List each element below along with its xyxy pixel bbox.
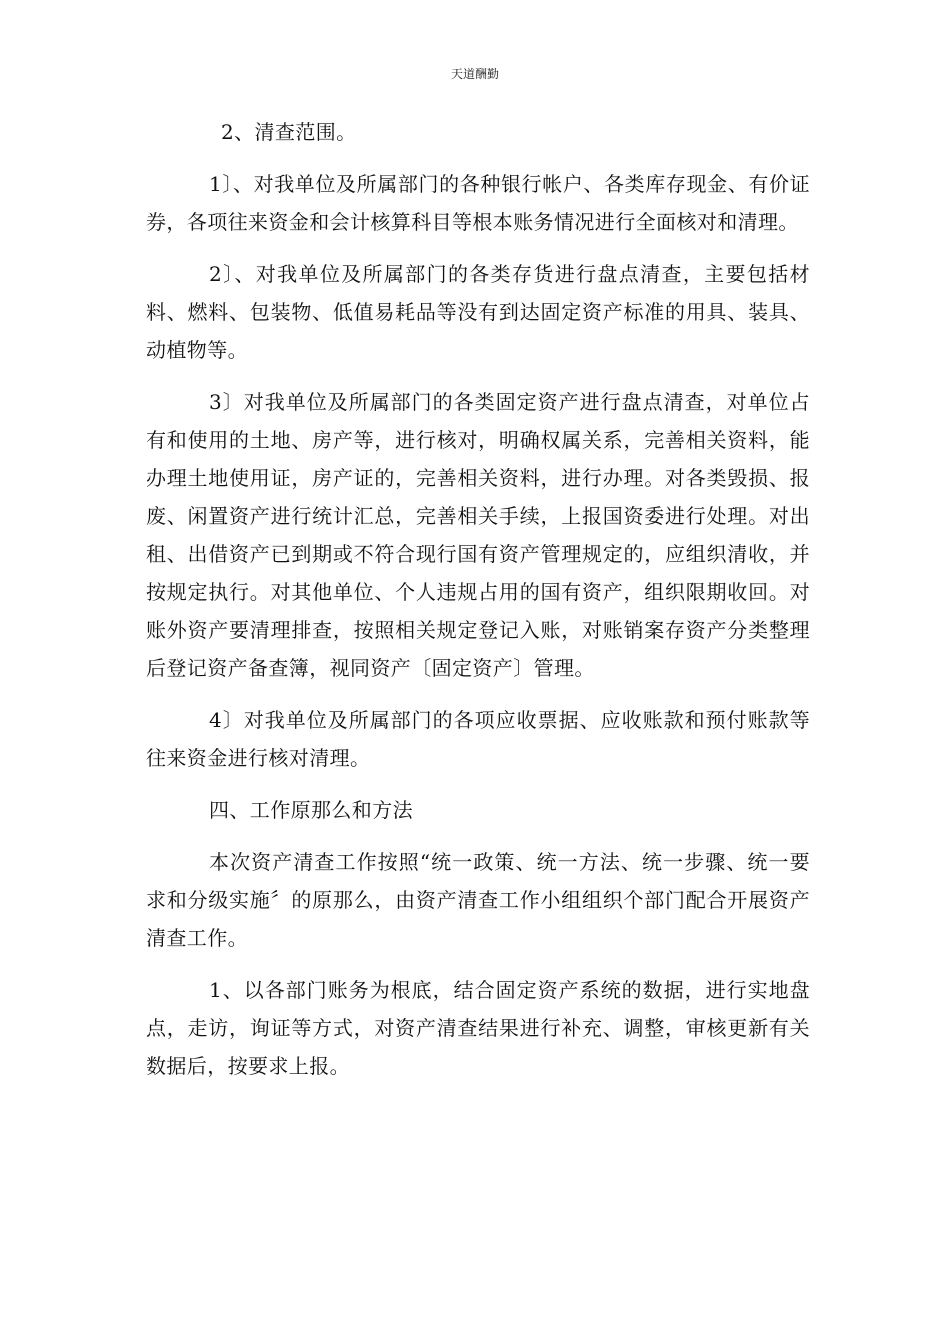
document-body <box>146 113 810 1099</box>
paragraph-method-1: 1、以各部门账务为根底，结合固定资产系统的数据，进行实地盘点，走访，询证等方式，对资产清查结果进行补充、调整，审核更新有关数据后，按要求上报。 <box>146 978 810 1078</box>
paragraph-item-4: 4〕对我单位及所属部门的各项应收票据、应收账款和预付账款等往来资金进行核对清理。 <box>146 708 810 770</box>
paragraph-item-2: 2〕、对我单位及所属部门的各类存货进行盘点清查，主要包括材料、燃料、包装物、低值易耗品等没有到达固定资产标准的用具、装具、动植物等。 <box>146 262 810 362</box>
paragraph-item-1: 1〕、对我单位及所属部门的各种银行帐户、各类库存现金、有价证券，各项往来资金和会计核算科目等根本账务情况进行全面核对和清理。 <box>146 172 810 234</box>
paragraph-principles: 本次资产清查工作按照“统一政策、统一方法、统一步骤、统一要求和分级实施〞的原那么，由资产清查工作小组组织个部门配合开展资产清查工作。 <box>146 850 810 950</box>
section-heading-principles: 四、工作原那么和方法 <box>209 798 413 822</box>
paragraph-item-3: 3〕对我单位及所属部门的各类固定资产进行盘点清查，对单位占有和使用的土地、房产等，进行核对，明确权属关系，完善相关资料，能办理土地使用证，房产证的，完善相关资料，进行办理。对各类毁损、报废、闲置资产进行统计汇总，完善相关手续，上报国资委进行处理。对出租、出借资产已到期或不符合现行国有资产管理规定的，应组织清收，并按规定执行。对其他单位、个人违规占用的国有资产，组织限期收回。对账外资产要清理排查，按照相关规定登记入账，对账销案存资产分类整理后登记资产备查簿，视同资产〔固定资产〕管理。 <box>146 390 810 680</box>
section-heading-scope: 2、清查范围。 <box>221 120 357 144</box>
page-header: 天道酬勤 <box>450 67 499 81</box>
